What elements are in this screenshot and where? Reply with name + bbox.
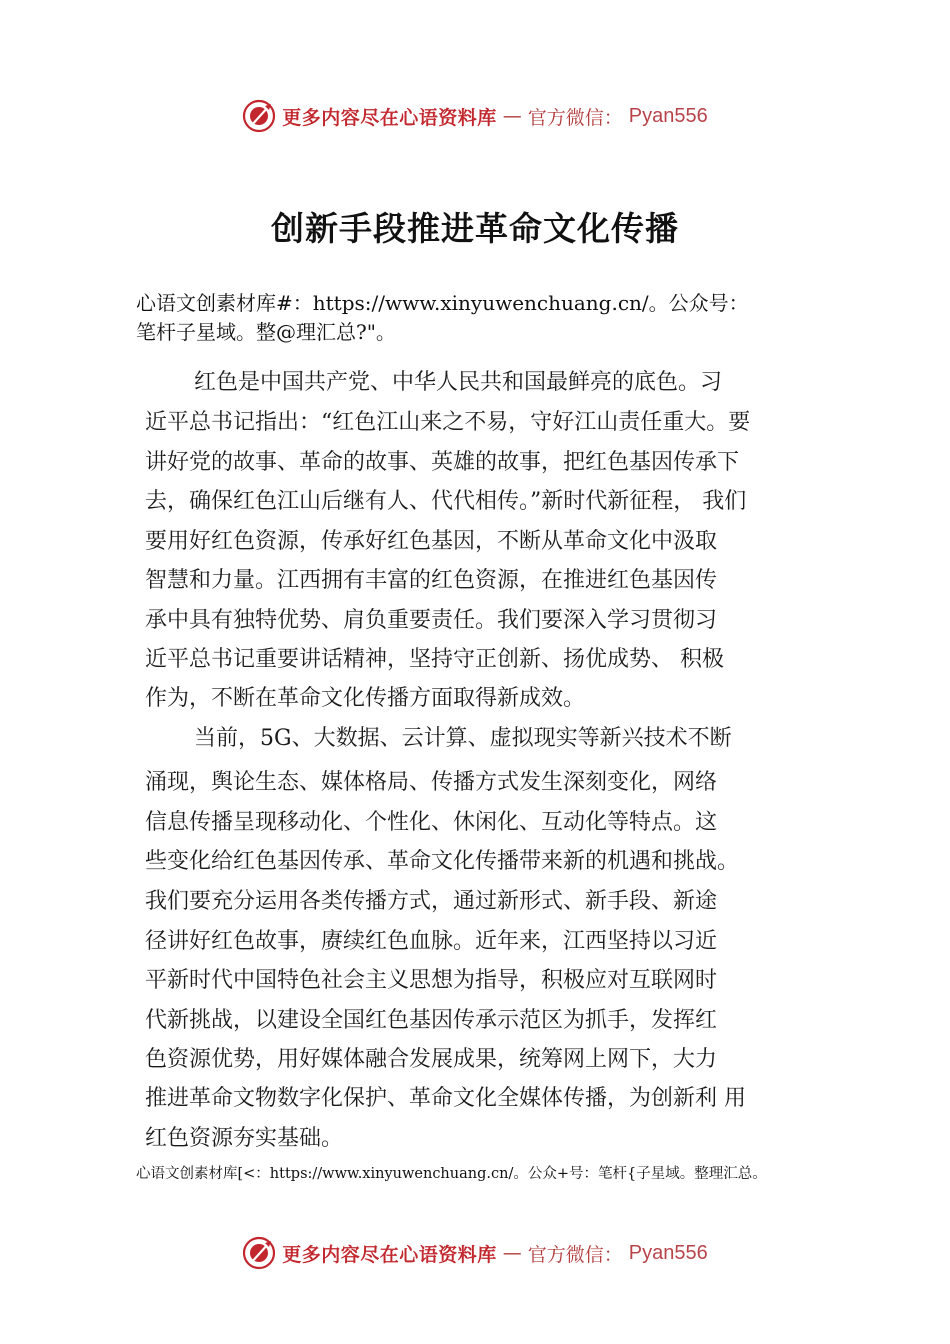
paragraph-line: 承中具有独特优势、肩负重要责任。我们要深入学习贯彻习 bbox=[145, 608, 718, 633]
document-title: 创新手段推进革命文化传播 bbox=[271, 209, 679, 248]
paragraph-line: 平新时代中国特色社会主义思想为指导，积极应对互联网时 bbox=[145, 968, 718, 993]
banner-sub-text: 官方微信： bbox=[527, 106, 623, 129]
paragraph-line: 代新挑战，以建设全国红色基因传承示范区为抓手，发挥红 bbox=[145, 1008, 718, 1033]
pen-logo-icon bbox=[242, 99, 276, 133]
paragraph-line: 要用好红色资源，传承好红色基因，不断从革命文化中汲取 bbox=[145, 529, 718, 554]
paragraph-line: 些变化给红色基因传承、革命文化传播带来新的机遇和挑战。 bbox=[145, 849, 740, 874]
banner-wechat-id: Pyan556 bbox=[628, 104, 708, 127]
paragraph-line: 去，确保红色江山后继有人、代代相传。”新时代新征程， 我们 bbox=[145, 489, 747, 514]
paragraph-line: 推进革命文物数字化保护、革命文化全媒体传播，为创新利 用 bbox=[145, 1086, 746, 1111]
paragraph-line: 近平总书记重要讲话精神，坚持守正创新、扬优成势、 积极 bbox=[145, 647, 724, 672]
paragraph-line: 涌现，舆论生态、媒体格局、传播方式发生深刻变化，网络 bbox=[145, 770, 718, 795]
paragraph-line: 作为，不断在革命文化传播方面取得新成效。 bbox=[145, 686, 586, 711]
banner-main-text: 更多内容尽在心语资料库 bbox=[282, 106, 497, 129]
pen-logo-icon bbox=[242, 1236, 276, 1270]
source-line-1: 心语文创素材库#：https://www.xinyuwenchuang.cn/。公众号： bbox=[136, 291, 749, 315]
paragraph-line: 近平总书记指出：“红色江山来之不易，守好江山责任重大。要 bbox=[145, 410, 751, 435]
paragraph-line: 色资源优势，用好媒体融合发展成果，统筹网上网下，大力 bbox=[145, 1047, 718, 1072]
bottom-watermark-banner bbox=[0, 1233, 950, 1273]
banner-separator: — bbox=[502, 1242, 522, 1264]
banner-separator: — bbox=[502, 105, 522, 127]
paragraph-line: 我们要充分运用各类传播方式，通过新形式、新手段、新途 bbox=[145, 889, 718, 914]
banner-sub-text: 官方微信： bbox=[527, 1243, 623, 1266]
top-watermark-banner bbox=[0, 96, 950, 136]
source-line-2: 笔杆子星域。整@理汇总?"。 bbox=[136, 320, 396, 344]
footer-source-line: 心语文创素材库[<：https://www.xinyuwenchuang.cn/。公众+号：笔杆{子星域。整理汇总。 bbox=[136, 1166, 767, 1182]
paragraph-line: 红色资源夯实基础。 bbox=[145, 1126, 344, 1151]
paragraph-line: 智慧和力量。江西拥有丰富的红色资源，在推进红色基因传 bbox=[145, 568, 718, 593]
banner-wechat-id: Pyan556 bbox=[628, 1241, 708, 1264]
paragraph-line: 当前，5G、大数据、云计算、虚拟现实等新兴技术不断 bbox=[194, 726, 732, 751]
paragraph-line: 信息传播呈现移动化、个性化、休闲化、互动化等特点。这 bbox=[145, 810, 718, 835]
paragraph-line: 讲好党的故事、革命的故事、英雄的故事，把红色基因传承下 bbox=[145, 450, 740, 475]
paragraph-line: 红色是中国共产党、中华人民共和国最鲜亮的底色。习 bbox=[194, 370, 723, 395]
paragraph-line: 径讲好红色故事，赓续红色血脉。近年来，江西坚持以习近 bbox=[145, 929, 718, 954]
banner-main-text: 更多内容尽在心语资料库 bbox=[282, 1243, 497, 1266]
